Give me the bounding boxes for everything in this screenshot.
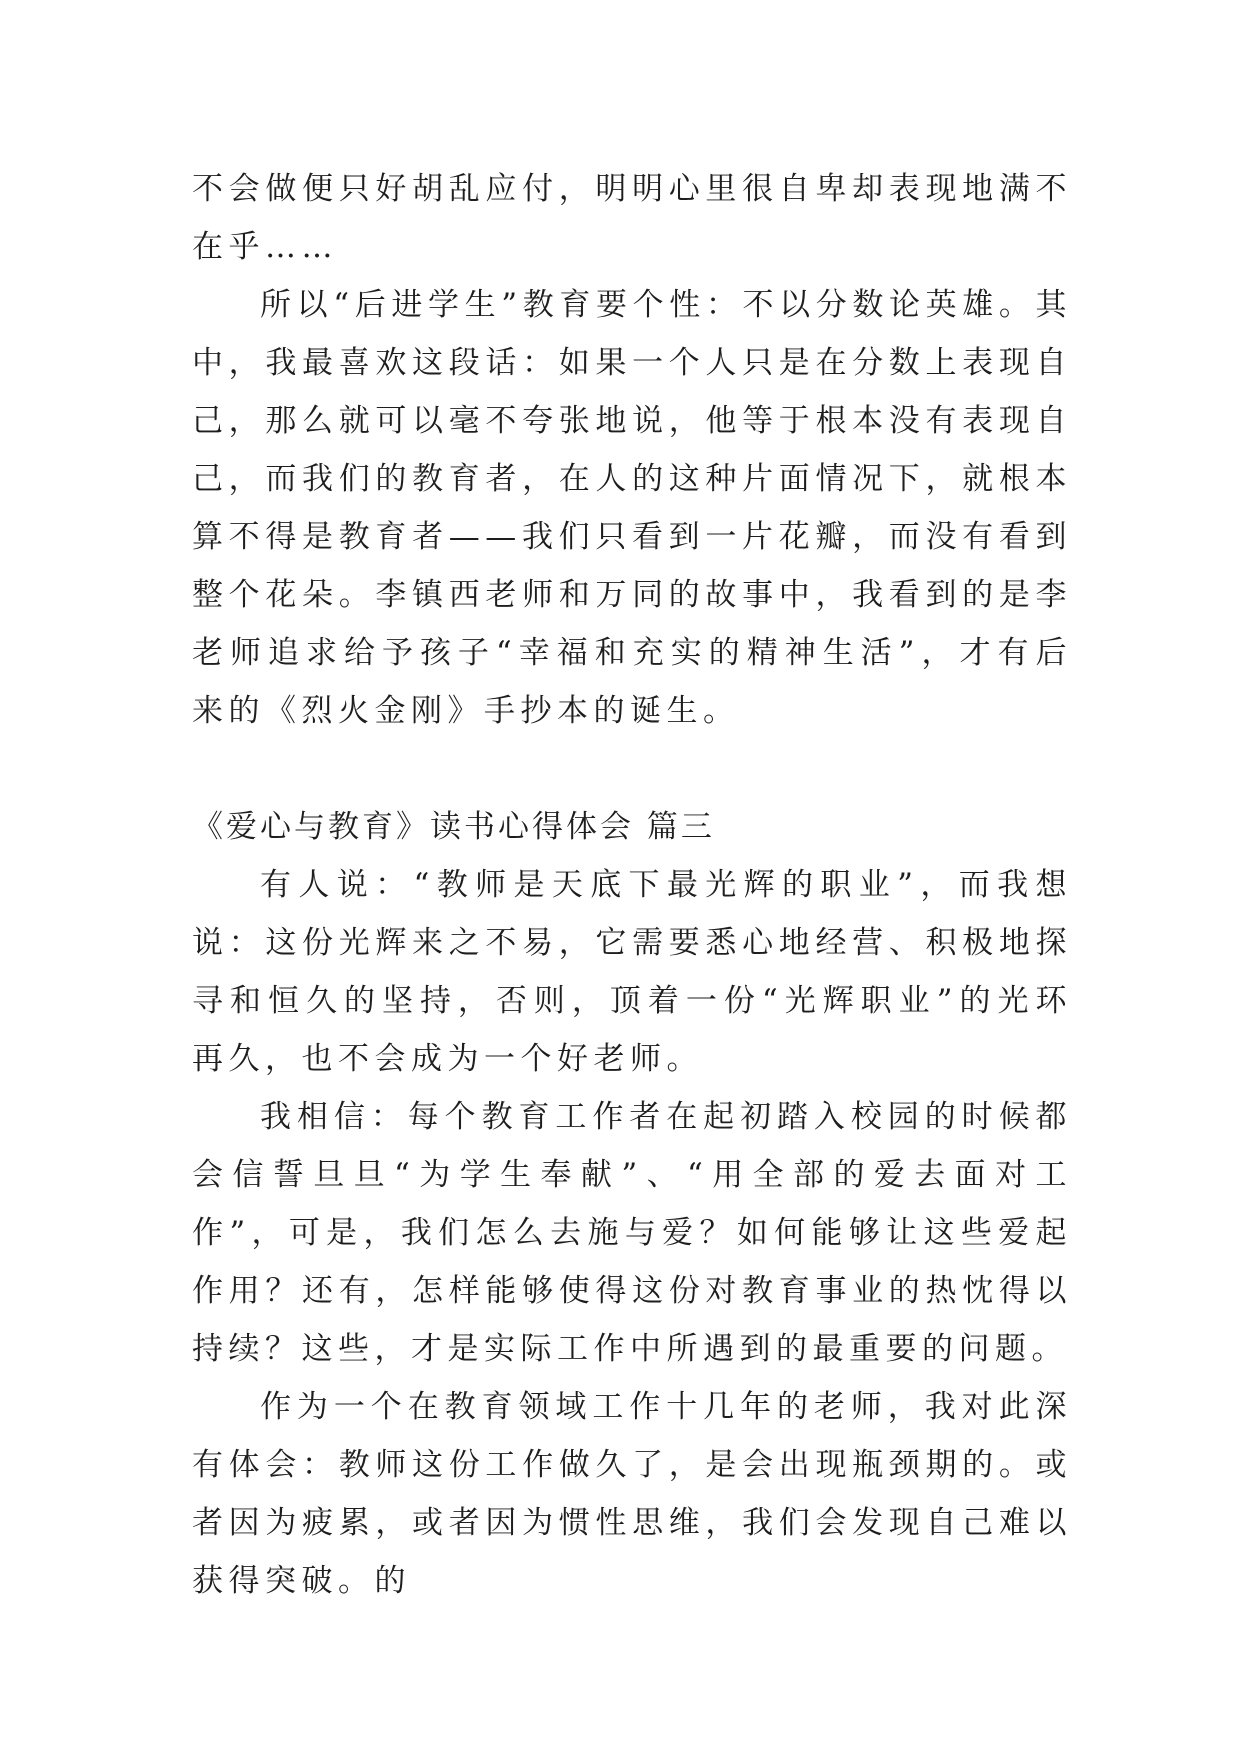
section-heading: 《爱心与教育》读书心得体会 篇三 [192, 809, 715, 845]
paragraph-wo-xiangxin: 我相信：每个教育工作者在起初踏入校园的时候都会信誓旦旦“为学生奉献”、“用全部的爱去面对工作”，可是，我们怎么去施与爱？如何能够让这些爱起作用？还有，怎样能够使得这份对教育事业的热忱得以持续？这些，才是实际工作中所遇到的最重要的问题。 [192, 1099, 1072, 1367]
paragraph-houjin-xuesheng: 所以“后进学生”教育要个性：不以分数论英雄。其中，我最喜欢这段话：如果一个人只是在分数上表现自己，那么就可以毫不夸张地说，他等于根本没有表现自己，而我们的教育者，在人的这种片面情况下，就根本算不得是教育者——我们只看到一片花瓣，而没有看到整个花朵。李镇西老师和万同的故事中，我看到的是李老师追求给予孩子“幸福和充实的精神生活”，才有后来的《烈火金刚》手抄本的诞生。 [192, 287, 1072, 729]
paragraph-carryover: 不会做便只好胡乱应付，明明心里很自卑却表现地满不在乎…… [192, 171, 1072, 265]
body-text [192, 160, 1072, 1610]
paragraph-guanghui-zhiye: 有人说：“教师是天底下最光辉的职业”，而我想说：这份光辉来之不易，它需要悉心地经营、积极地探寻和恒久的坚持，否则，顶着一份“光辉职业”的光环再久，也不会成为一个好老师。 [192, 867, 1072, 1077]
paragraph-shiji-tihui: 作为一个在教育领域工作十几年的老师，我对此深有体会：教师这份工作做久了，是会出现瓶颈期的。或者因为疲累，或者因为惯性思维，我们会发现自己难以获得突破。的 [192, 1389, 1072, 1599]
